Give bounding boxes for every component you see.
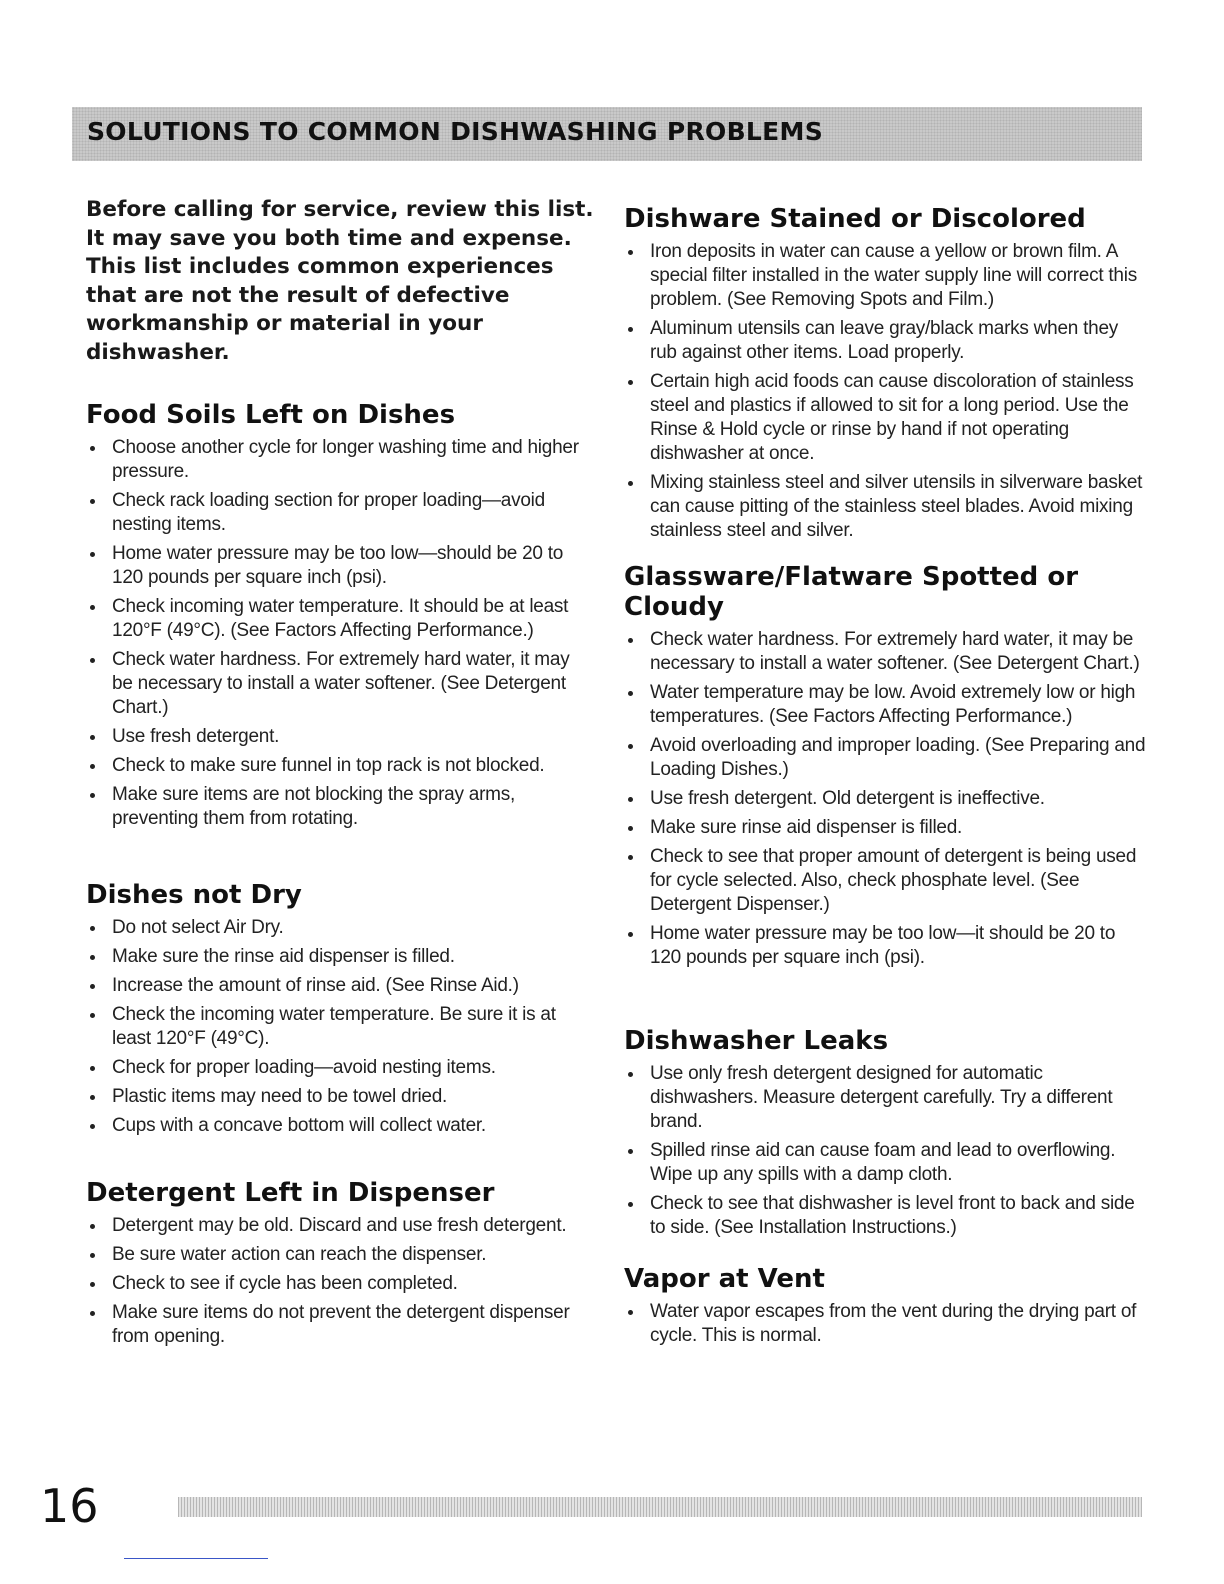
section-title-dishware-stained: Dishware Stained or Discolored <box>624 204 1086 234</box>
section-glassware-spotted <box>624 562 1146 975</box>
list-item: Water vapor escapes from the vent during the drying part of cycle. This is normal. <box>624 1300 1146 1348</box>
section-title-dishwasher-leaks: Dishwasher Leaks <box>624 1026 889 1056</box>
list-item: Check the incoming water temperature. Be sure it is at least 120°F (49°C). <box>86 1003 594 1051</box>
list-item: Avoid overloading and improper loading. (See Preparing and Loading Dishes.) <box>624 734 1146 782</box>
left-column <box>86 196 594 1347</box>
list-item: Mixing stainless steel and silver utensils in silverware basket can cause pitting of the stainless steel blades. Avoid mixing stainless steel and silver. <box>624 471 1146 543</box>
list-item: Check incoming water temperature. It should be at least 120°F (49°C). (See Factors Affecting Performance.) <box>86 595 594 643</box>
section-banner <box>72 107 1142 161</box>
list-item: Plastic items may need to be towel dried. <box>86 1085 594 1109</box>
list-item: Make sure items are not blocking the spray arms, preventing them from rotating. <box>86 783 594 831</box>
list-vapor-at-vent <box>624 1300 1146 1348</box>
page-number: 16 <box>40 1479 99 1533</box>
list-item: Check water hardness. For extremely hard water, it may be necessary to install a water softener. (See Detergent Chart.) <box>86 648 594 720</box>
list-item: Check water hardness. For extremely hard water, it may be necessary to install a water softener. (See Detergent Chart.) <box>624 628 1146 676</box>
list-item: Use only fresh detergent designed for automatic dishwashers. Measure detergent carefully. Try a different brand. <box>624 1062 1146 1134</box>
section-title-glassware-spotted: Glassware/Flatware Spotted or Cloudy <box>624 562 1079 622</box>
list-item: Check to make sure funnel in top rack is not blocked. <box>86 754 594 778</box>
list-item: Check to see if cycle has been completed. <box>86 1272 594 1296</box>
list-item: Detergent may be old. Discard and use fresh detergent. <box>86 1214 594 1238</box>
section-vapor-at-vent <box>624 1264 1146 1353</box>
section-detergent-left <box>86 1178 594 1354</box>
list-item: Water temperature may be low. Avoid extremely low or high temperatures. (See Factors Affecting Performance.) <box>624 681 1146 729</box>
footer-divider <box>178 1497 1142 1517</box>
list-item: Make sure rinse aid dispenser is filled. <box>624 816 1146 840</box>
list-item: Aluminum utensils can leave gray/black marks when they rub against other items. Load properly. <box>624 317 1146 365</box>
list-item: Do not select Air Dry. <box>86 916 594 940</box>
page-title: SOLUTIONS TO COMMON DISHWASHING PROBLEMS <box>87 117 824 146</box>
section-food-soils <box>86 400 594 836</box>
list-item: Spilled rinse aid can cause foam and lead to overflowing. Wipe up any spills with a damp cloth. <box>624 1139 1146 1187</box>
list-item: Cups with a concave bottom will collect water. <box>86 1114 594 1138</box>
list-item: Be sure water action can reach the dispenser. <box>86 1243 594 1267</box>
list-item: Check for proper loading—avoid nesting items. <box>86 1056 594 1080</box>
list-glassware-spotted <box>624 628 1146 970</box>
footer-underline <box>124 1558 268 1559</box>
list-dishes-not-dry <box>86 916 594 1138</box>
list-item: Home water pressure may be too low—should be 20 to 120 pounds per square inch (psi). <box>86 542 594 590</box>
list-item: Home water pressure may be too low—it should be 20 to 120 pounds per square inch (psi). <box>624 922 1146 970</box>
list-dishware-stained <box>624 240 1146 543</box>
list-item: Check to see that dishwasher is level front to back and side to side. (See Installation Instructions.) <box>624 1192 1146 1240</box>
list-item: Use fresh detergent. Old detergent is ineffective. <box>624 787 1146 811</box>
list-detergent-left <box>86 1214 594 1349</box>
section-title-vapor-at-vent: Vapor at Vent <box>624 1264 825 1294</box>
list-item: Use fresh detergent. <box>86 725 594 749</box>
list-dishwasher-leaks <box>624 1062 1146 1240</box>
section-dishes-not-dry <box>86 880 594 1143</box>
intro-paragraph: Before calling for service, review this list. It may save you both time and expense. This list includes common experiences that are not the result of defective workmanship or material in your dishwasher. <box>86 197 594 365</box>
list-item: Check to see that proper amount of detergent is being used for cycle selected. Also, check phosphate level. (See Detergent Dispenser.) <box>624 845 1146 917</box>
list-item: Check rack loading section for proper loading—avoid nesting items. <box>86 489 594 537</box>
section-title-detergent-left: Detergent Left in Dispenser <box>86 1178 495 1208</box>
list-item: Choose another cycle for longer washing time and higher pressure. <box>86 436 594 484</box>
section-dishwasher-leaks <box>624 1026 1146 1245</box>
list-item: Iron deposits in water can cause a yellow or brown film. A special filter installed in the water supply line will correct this problem. (See Removing Spots and Film.) <box>624 240 1146 312</box>
list-food-soils <box>86 436 594 831</box>
list-item: Certain high acid foods can cause discoloration of stainless steel and plastics if allowed to sit for a long period. Use the Rinse & Hold cycle or rinse by hand if not operating dishwasher at once. <box>624 370 1146 466</box>
section-dishware-stained <box>624 204 1146 548</box>
list-item: Make sure items do not prevent the detergent dispenser from opening. <box>86 1301 594 1349</box>
list-item: Make sure the rinse aid dispenser is filled. <box>86 945 594 969</box>
section-title-dishes-not-dry: Dishes not Dry <box>86 880 302 910</box>
list-item: Increase the amount of rinse aid. (See Rinse Aid.) <box>86 974 594 998</box>
section-title-food-soils: Food Soils Left on Dishes <box>86 400 456 430</box>
